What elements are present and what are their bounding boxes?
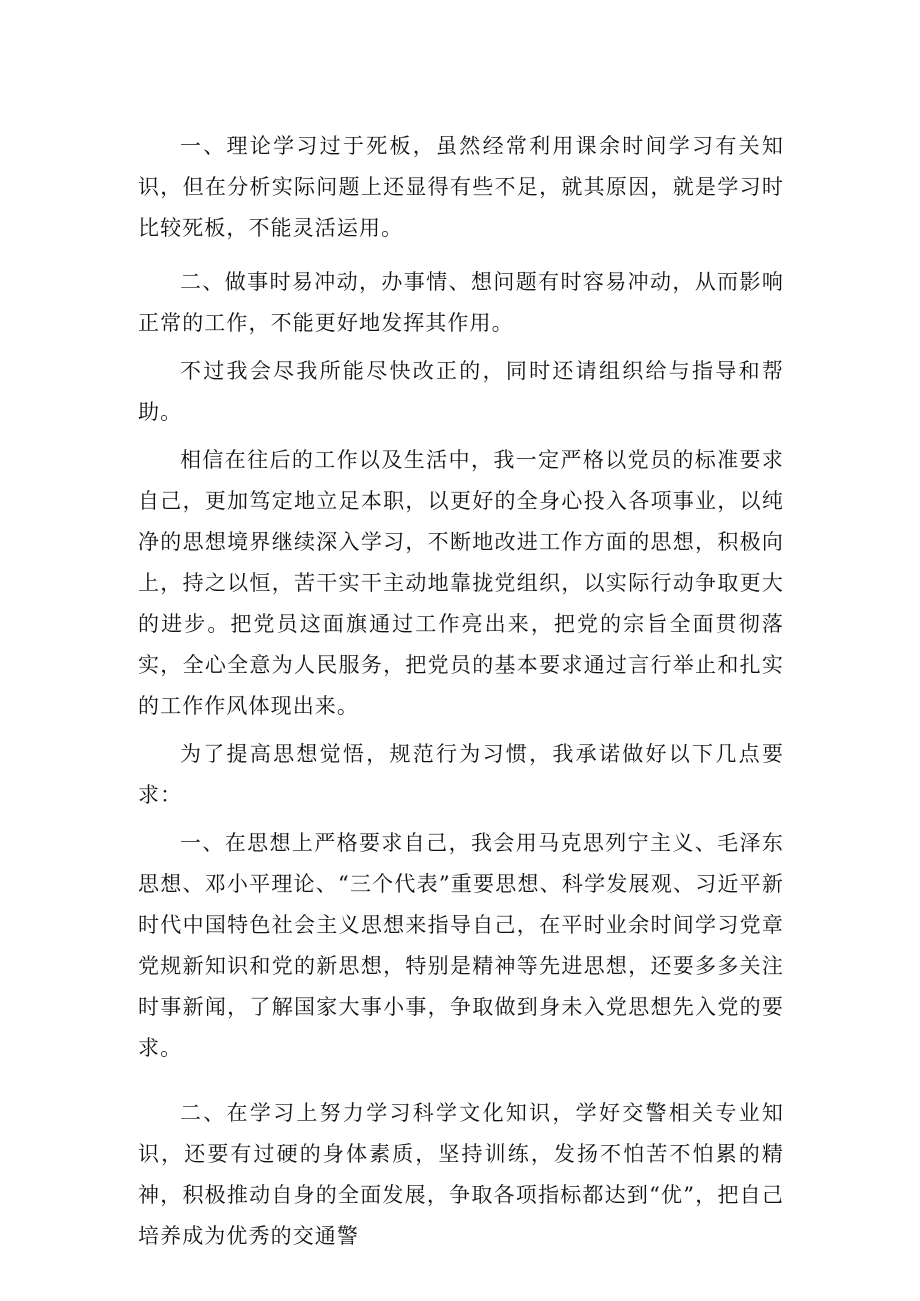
paragraph-7: 二、在学习上努力学习科学文化知识，学好交警相关专业知识，还要有过硬的身体素质，坚持训练，发扬不怕苦不怕累的精神，积极推动自身的全面发展，争取各项指标都达到“优”，把自己培养成为优秀的交通警 [138,1101,784,1248]
paragraph-5: 为了提高思想觉悟，规范行为习惯，我承诺做好以下几点要求： [138,742,784,807]
document-body [138,126,784,1257]
paragraph-2: 二、做事时易冲动，办事情、想问题有时容易冲动，从而影响正常的工作，不能更好地发挥其作用。 [138,270,784,335]
paragraph-1: 一、理论学习过于死板，虽然经常利用课余时间学习有关知识，但在分析实际问题上还显得有些不足，就其原因，就是学习时比较死板，不能灵活运用。 [138,134,784,240]
paragraph-6: 一、在思想上严格要求自己，我会用马克思列宁主义、毛泽东思想、邓小平理论、“三个代表”重要思想、科学发展观、习近平新时代中国特色社会主义思想来指导自己，在平时业余时间学习党章党规新知识和党的新思想，特别是精神等先进思想，还要多多关注时事新闻，了解国家大事小事，争取做到身未入党思想先入党的要求。 [138,831,784,1060]
paragraph-4: 相信在往后的工作以及生活中，我一定严格以党员的标准要求自己，更加笃定地立足本职，以更好的全身心投入各项事业，以纯净的思想境界继续深入学习，不断地改进工作方面的思想，积极向上，持之以恒，苦干实干主动地靠拢党组织，以实际行动争取更大的进步。把党员这面旗通过工作亮出来，把党的宗旨全面贯彻落实，全心全意为人民服务，把党员的基本要求通过言行举止和扎实的工作作风体现出来。 [138,448,784,718]
paragraph-3: 不过我会尽我所能尽快改正的，同时还请组织给与指导和帮助。 [138,359,784,424]
